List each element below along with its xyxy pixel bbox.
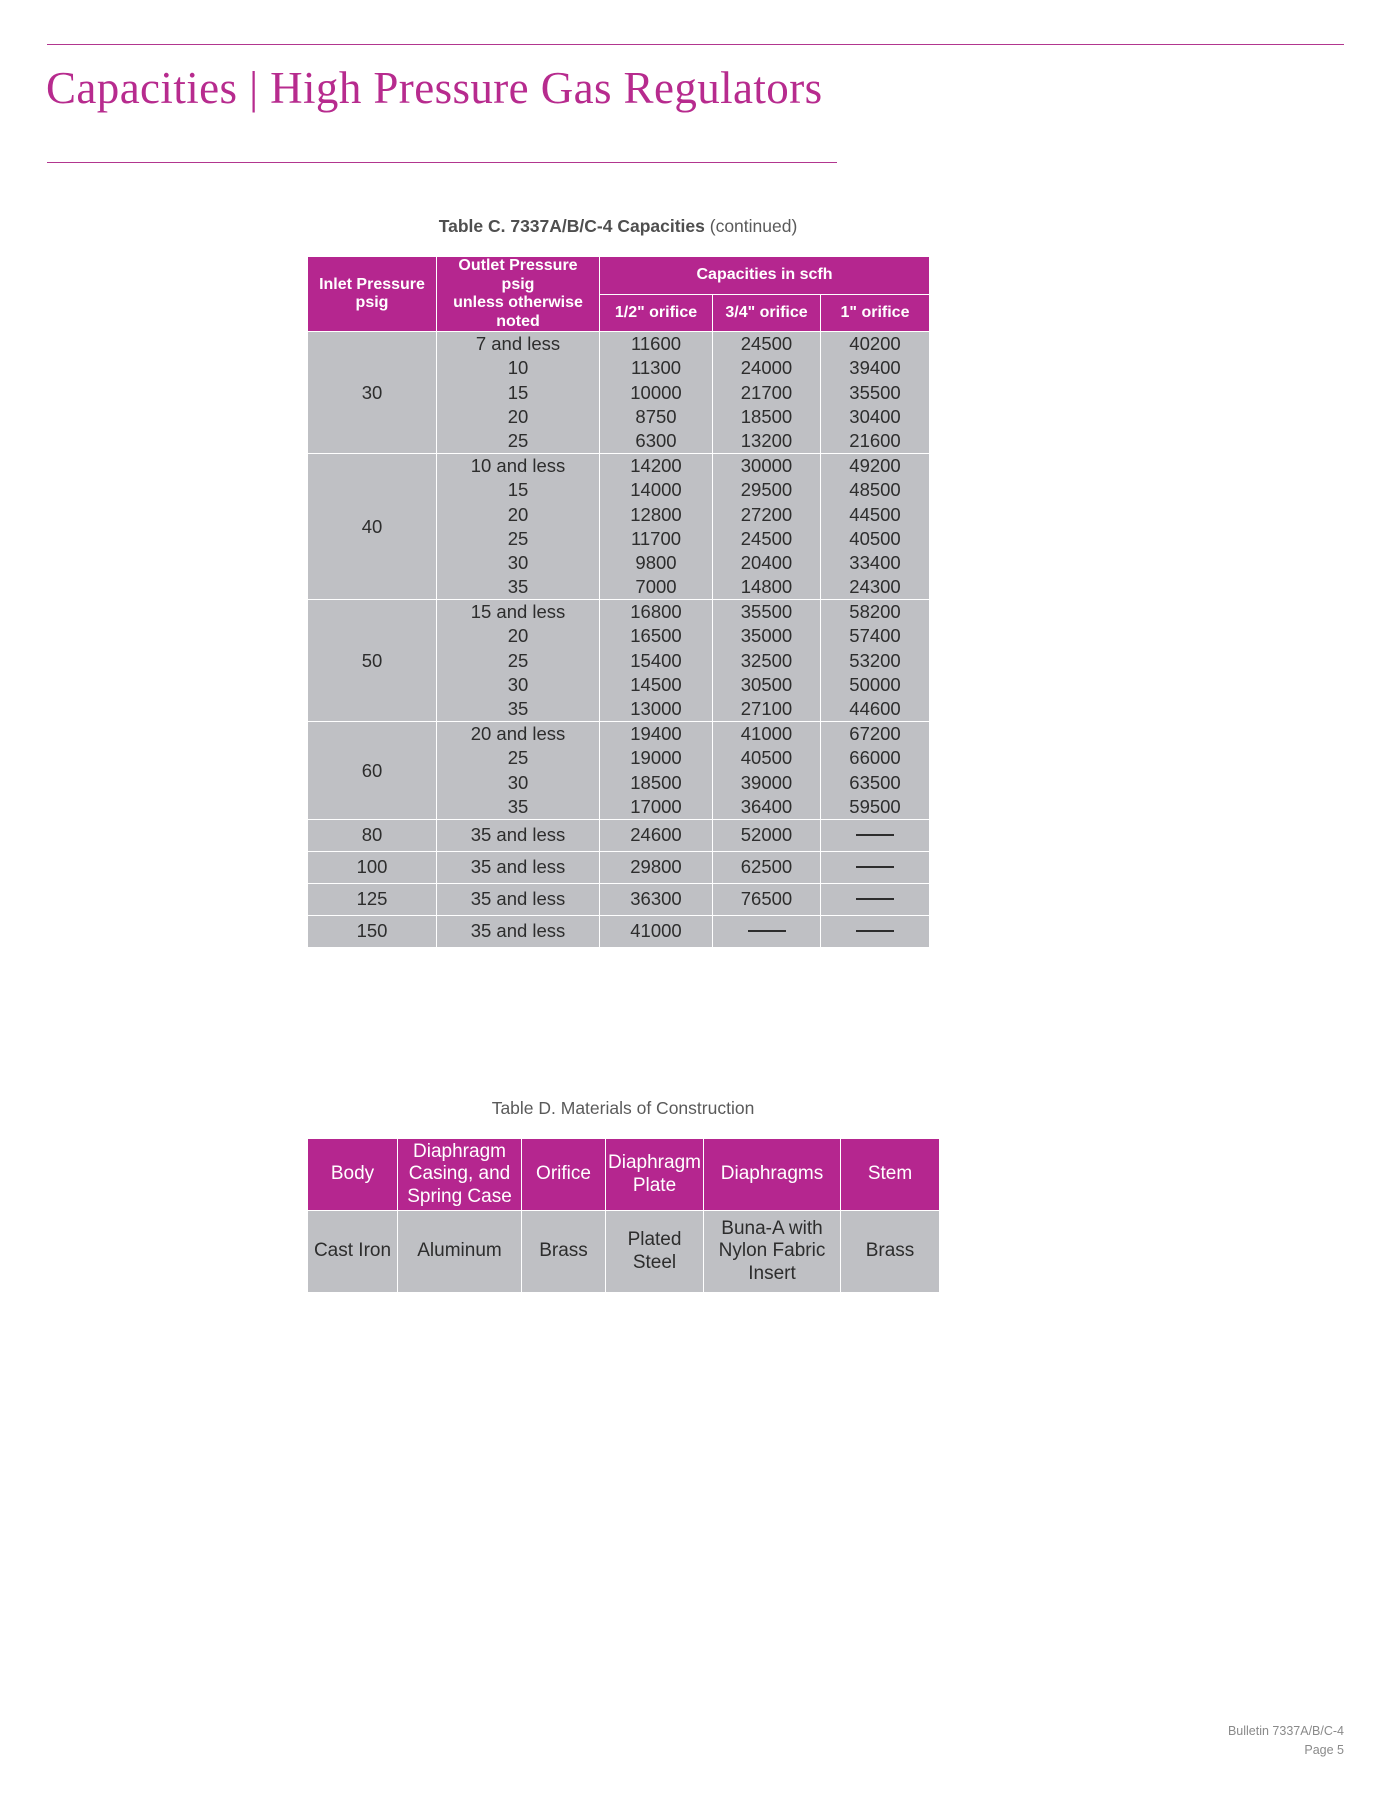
cell-value: 58200 <box>849 601 901 623</box>
cell-inlet-pressure: 60 <box>308 722 437 820</box>
cell-value: 24500 <box>740 333 793 355</box>
cell-value: 14000 <box>630 479 682 501</box>
header-outlet-line2: psig <box>501 275 535 293</box>
cell-value: 11600 <box>630 333 682 355</box>
header-outlet-line4: noted <box>496 312 540 330</box>
cell-value: 35000 <box>740 625 793 647</box>
cell-outlet-pressure <box>437 722 600 820</box>
cell-value: 25 <box>507 649 529 671</box>
cell-value: 30 <box>507 551 529 573</box>
cell-value: 32500 <box>740 649 793 671</box>
cell-capacity-half-orifice: 29800 <box>600 851 713 883</box>
cell-value: 9800 <box>635 551 677 573</box>
cell-capacity-threequarter-orifice <box>713 454 821 600</box>
cell-value: 15 <box>507 479 529 501</box>
table-c-caption <box>307 216 929 237</box>
cell-value: 20400 <box>740 551 793 573</box>
cell-value: 16500 <box>630 625 682 647</box>
cell-value: 63500 <box>849 771 901 793</box>
table-row-group <box>308 332 930 454</box>
cell-value: 12800 <box>630 503 682 525</box>
cell-value: 24000 <box>740 357 793 379</box>
cell-value: 59500 <box>849 795 901 817</box>
header-inlet-line2: psig <box>355 294 389 312</box>
cell-value: 50000 <box>849 673 901 695</box>
footer-bulletin: Bulletin 7337A/B/C-4 <box>1227 1724 1344 1738</box>
cell-capacity-threequarter-orifice <box>713 915 821 947</box>
materials-table-body <box>308 1211 940 1293</box>
cell-value: 25 <box>507 747 529 769</box>
cell-capacity-half-orifice: 41000 <box>600 915 713 947</box>
header-orifice-half: 1/2" orifice <box>600 294 713 332</box>
cell-capacity-half-orifice: 36300 <box>600 883 713 915</box>
cell-value: 25 <box>507 429 529 451</box>
cell-value: 35 <box>507 698 529 719</box>
table-row <box>308 819 930 851</box>
cell-capacity-one-orifice <box>821 915 930 947</box>
header-capacities: Capacities in scfh <box>600 257 930 295</box>
materials-header-cell-1: Diaphragm Casing, and Spring Case <box>398 1139 522 1211</box>
cell-value: 27200 <box>740 503 793 525</box>
cell-inlet-pressure: 100 <box>308 851 437 883</box>
cell-value: 35500 <box>740 601 793 623</box>
cell-value: 44600 <box>849 698 901 719</box>
cell-capacity-one-orifice <box>821 819 930 851</box>
no-data-dash-icon <box>748 930 786 932</box>
cell-value: 17000 <box>630 795 682 817</box>
cell-capacity-half-orifice: 24600 <box>600 819 713 851</box>
cell-capacity-threequarter-orifice: 52000 <box>713 819 821 851</box>
cell-capacity-half-orifice <box>600 600 713 722</box>
header-orifice-threequarter: 3/4" orifice <box>713 294 821 332</box>
materials-value-cell-4: Buna-A with Nylon Fabric Insert <box>704 1211 841 1293</box>
cell-value: 14800 <box>740 576 793 598</box>
cell-value: 18500 <box>630 771 682 793</box>
cell-value: 21600 <box>849 429 901 451</box>
cell-value: 35 <box>507 795 529 817</box>
materials-header-cell-0: Body <box>308 1139 398 1211</box>
cell-outlet-pressure: 35 and less <box>437 883 600 915</box>
materials-header-cell-5: Stem <box>841 1139 940 1211</box>
cell-capacity-threequarter-orifice: 76500 <box>713 883 821 915</box>
header-bottom-rule <box>47 162 837 163</box>
header-row-top <box>308 257 930 295</box>
cell-capacity-one-orifice <box>821 883 930 915</box>
cell-value: 8750 <box>635 405 677 427</box>
cell-inlet-pressure: 30 <box>308 332 437 454</box>
table-row <box>308 883 930 915</box>
cell-value: 13200 <box>740 429 793 451</box>
cell-value: 40500 <box>740 747 793 769</box>
cell-value: 35500 <box>849 381 901 403</box>
table-row-group <box>308 600 930 722</box>
cell-value: 35 <box>507 576 529 598</box>
cell-value: 27100 <box>740 698 793 719</box>
header-inlet-line1: Inlet Pressure <box>319 275 425 293</box>
cell-value: 24300 <box>849 576 901 598</box>
table-row <box>308 915 930 947</box>
cell-capacity-one-orifice <box>821 600 930 722</box>
page-title: Capacities | High Pressure Gas Regulators <box>46 63 823 113</box>
cell-inlet-pressure: 40 <box>308 454 437 600</box>
cell-value: 33400 <box>849 551 901 573</box>
cell-value: 7000 <box>635 576 677 598</box>
cell-value: 20 and less <box>470 723 566 745</box>
cell-value: 10000 <box>630 381 682 403</box>
cell-value: 67200 <box>849 723 901 745</box>
cell-value: 10 <box>507 357 529 379</box>
cell-capacity-half-orifice <box>600 722 713 820</box>
cell-capacity-one-orifice <box>821 851 930 883</box>
capacities-table-head <box>308 257 930 332</box>
materials-table <box>307 1138 940 1293</box>
cell-value: 44500 <box>849 503 901 525</box>
cell-value: 41000 <box>740 723 793 745</box>
cell-capacity-half-orifice <box>600 454 713 600</box>
header-outlet-line3: unless otherwise <box>453 294 583 312</box>
cell-outlet-pressure: 35 and less <box>437 851 600 883</box>
table-row-group <box>308 722 930 820</box>
cell-value: 13000 <box>630 698 682 719</box>
cell-value: 20 <box>507 405 529 427</box>
cell-value: 30000 <box>740 455 793 477</box>
no-data-dash-icon <box>856 834 894 836</box>
table-c-section <box>307 216 929 948</box>
cell-value: 30500 <box>740 673 793 695</box>
cell-value: 25 <box>507 527 529 549</box>
cell-value: 6300 <box>635 429 677 451</box>
cell-value: 30 <box>507 771 529 793</box>
cell-value: 24500 <box>740 527 793 549</box>
materials-value-cell-0: Cast Iron <box>308 1211 398 1293</box>
table-row <box>308 1211 940 1293</box>
no-data-dash-icon <box>856 898 894 900</box>
header-outlet-line1: Outlet Pressure <box>458 257 578 274</box>
materials-header-row <box>308 1139 940 1211</box>
cell-outlet-pressure <box>437 454 600 600</box>
table-c-caption-normal: (continued) <box>704 216 798 236</box>
cell-outlet-pressure: 35 and less <box>437 915 600 947</box>
table-row-group <box>308 454 930 600</box>
page-footer <box>1228 1722 1344 1761</box>
table-d-caption: Table D. Materials of Construction <box>491 1098 755 1118</box>
table-c-caption-strong: Table C. 7337A/B/C-4 Capacities <box>438 216 705 236</box>
cell-value: 30 <box>507 673 529 695</box>
no-data-dash-icon <box>856 930 894 932</box>
cell-value: 15 <box>507 381 529 403</box>
cell-value: 30400 <box>849 405 901 427</box>
cell-value: 18500 <box>740 405 793 427</box>
cell-value: 14500 <box>630 673 682 695</box>
cell-outlet-pressure: 35 and less <box>437 819 600 851</box>
no-data-dash-icon <box>856 866 894 868</box>
cell-value: 11300 <box>630 357 682 379</box>
cell-value: 16800 <box>630 601 682 623</box>
cell-value: 7 and less <box>475 333 561 355</box>
cell-value: 29500 <box>740 479 793 501</box>
cell-value: 49200 <box>849 455 901 477</box>
materials-header-cell-2: Orifice <box>522 1139 606 1211</box>
materials-value-cell-1: Aluminum <box>398 1211 522 1293</box>
cell-value: 20 <box>507 625 529 647</box>
cell-value: 39000 <box>740 771 793 793</box>
cell-value: 14200 <box>630 455 682 477</box>
materials-value-cell-2: Brass <box>522 1211 606 1293</box>
header-top-rule <box>47 44 1344 45</box>
cell-value: 19000 <box>630 747 682 769</box>
capacities-table-body <box>308 332 930 948</box>
cell-capacity-threequarter-orifice: 62500 <box>713 851 821 883</box>
cell-capacity-half-orifice <box>600 332 713 454</box>
cell-inlet-pressure: 150 <box>308 915 437 947</box>
cell-value: 66000 <box>849 747 901 769</box>
cell-value: 15400 <box>630 649 682 671</box>
materials-value-cell-3: Plated Steel <box>606 1211 704 1293</box>
cell-value: 40500 <box>849 527 901 549</box>
cell-value: 11700 <box>630 527 682 549</box>
cell-value: 39400 <box>849 357 901 379</box>
cell-value: 20 <box>507 503 529 525</box>
cell-value: 53200 <box>849 649 901 671</box>
footer-page-number: Page 5 <box>1304 1743 1344 1758</box>
cell-value: 19400 <box>630 723 682 745</box>
header-orifice-one: 1" orifice <box>821 294 930 332</box>
cell-inlet-pressure: 80 <box>308 819 437 851</box>
materials-table-head <box>308 1139 940 1211</box>
cell-outlet-pressure <box>437 600 600 722</box>
cell-inlet-pressure: 50 <box>308 600 437 722</box>
header-outlet-pressure <box>437 257 600 332</box>
table-d-section <box>307 1098 939 1293</box>
materials-header-cell-4: Diaphragms <box>704 1139 841 1211</box>
table-row <box>308 851 930 883</box>
cell-value: 36400 <box>740 795 793 817</box>
cell-inlet-pressure: 125 <box>308 883 437 915</box>
cell-value: 21700 <box>740 381 793 403</box>
cell-outlet-pressure <box>437 332 600 454</box>
cell-capacity-one-orifice <box>821 332 930 454</box>
cell-value: 40200 <box>849 333 901 355</box>
cell-capacity-one-orifice <box>821 454 930 600</box>
cell-capacity-threequarter-orifice <box>713 600 821 722</box>
capacities-table <box>307 256 930 948</box>
cell-value: 15 and less <box>470 601 566 623</box>
materials-value-cell-5: Brass <box>841 1211 940 1293</box>
cell-capacity-threequarter-orifice <box>713 722 821 820</box>
cell-value: 10 and less <box>470 455 566 477</box>
cell-capacity-threequarter-orifice <box>713 332 821 454</box>
materials-header-cell-3: Diaphragm Plate <box>606 1139 704 1211</box>
cell-value: 57400 <box>849 625 901 647</box>
cell-value: 48500 <box>849 479 901 501</box>
header-inlet-pressure <box>308 257 437 332</box>
cell-capacity-one-orifice <box>821 722 930 820</box>
